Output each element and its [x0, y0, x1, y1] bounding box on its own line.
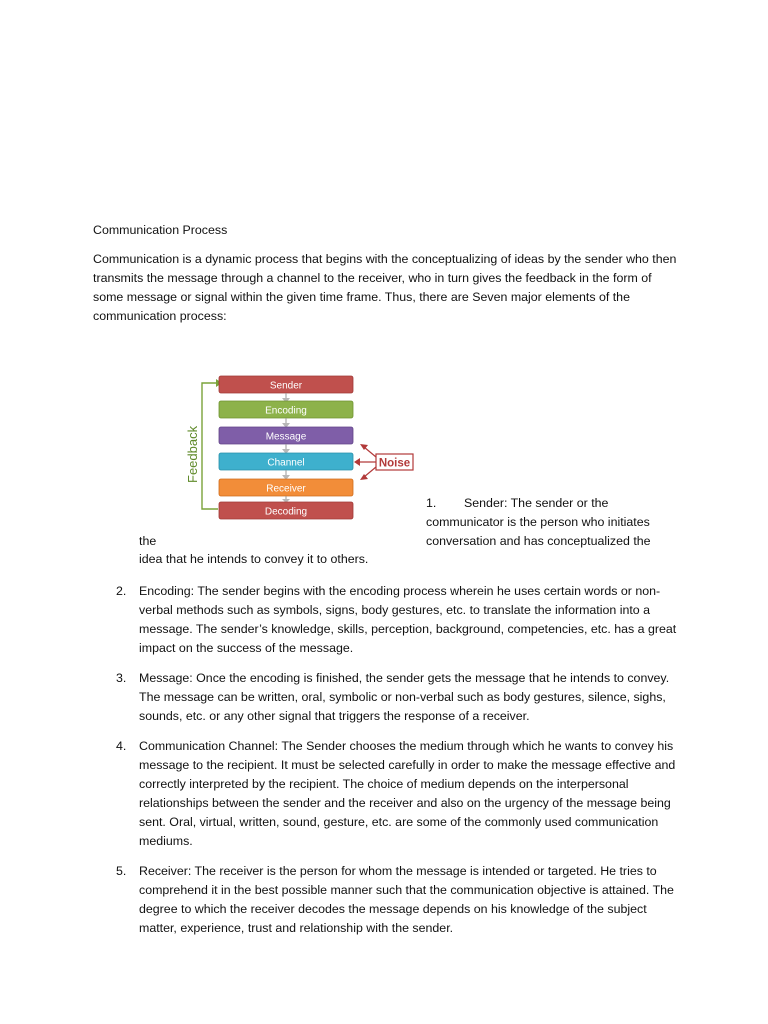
stage-encoding	[219, 401, 353, 418]
list-number: 4.	[116, 739, 127, 753]
noise-arrows	[354, 444, 376, 480]
stage-sender	[219, 376, 353, 393]
list-item-text: Receiver: The receiver is the person for whom the message is intended or targeted. He tries to comprehend it in the best possible manner such that the communication objective is attained. The degree to which the receiver decodes the message depends on his knowledge of the subject matter, experience, trust and relationship with the sender.	[139, 864, 674, 935]
list-number: 5.	[116, 864, 127, 878]
stage-label: Decoding	[264, 506, 308, 518]
feedback-label: Feedback	[185, 425, 200, 483]
list-item-text: communicator is the person who initiates	[426, 515, 650, 529]
list-item-text: idea that he intends to convey it to others.	[139, 552, 369, 566]
list-number: 1.	[426, 496, 437, 510]
list-item-text: Encoding: The sender begins with the encoding process wherein he uses certain words or non-verbal methods such as symbols, signs, body gestures, etc. to translate the information into a message. The sender’s knowledge, skills, perception, background, competencies, etc. has a great impact on the success of the message.	[139, 584, 677, 655]
list-item-text: the	[139, 534, 157, 548]
stage-channel	[219, 453, 353, 470]
noise-box	[376, 454, 413, 470]
stage-label: Sender	[269, 380, 303, 392]
stage-label: Receiver	[266, 483, 306, 495]
list-number: 3.	[116, 671, 127, 685]
list-number: 2.	[116, 584, 127, 598]
noise-label: Noise	[378, 457, 411, 470]
communication-process-diagram	[182, 371, 422, 523]
stage-label: Encoding	[265, 405, 307, 417]
stage-decoding	[219, 502, 353, 519]
stage-label: Channel	[267, 457, 305, 469]
list-item-text: Sender: The sender or the	[464, 496, 609, 510]
stage-receiver	[219, 479, 353, 496]
stage-label: Message	[265, 431, 307, 443]
list-item-text: Communication Channel: The Sender chooses the medium through which he wants to convey his message to the recipient. It must be selected carefully in order to make the message effective and correctly interpreted by the recipient. The choice of medium depends on the interpersonal relationships between the sender and the receiver and also on the urgency of the message being sent. Oral, virtual, written, sound, gesture, etc. are some of the commonly used communication mediums.	[139, 739, 676, 848]
stage-message	[219, 427, 353, 444]
document-title: Communication Process	[93, 223, 228, 237]
list-item-text: conversation and has conceptualized the	[426, 534, 651, 548]
list-item-text: Message: Once the encoding is finished, the sender gets the message that he intends to convey. The message can be written, oral, symbolic or non-verbal such as body gestures, silence, sighs, sounds, etc. or any other signal that triggers the response of a receiver.	[139, 671, 670, 723]
intro-paragraph: Communication is a dynamic process that begins with the conceptualizing of ideas by the sender who then transmits the message through a channel to the receiver, who in turn gives the feedback in the form of some message or signal within the given time frame. Thus, there are Seven major elements of the communication process:	[93, 252, 677, 323]
